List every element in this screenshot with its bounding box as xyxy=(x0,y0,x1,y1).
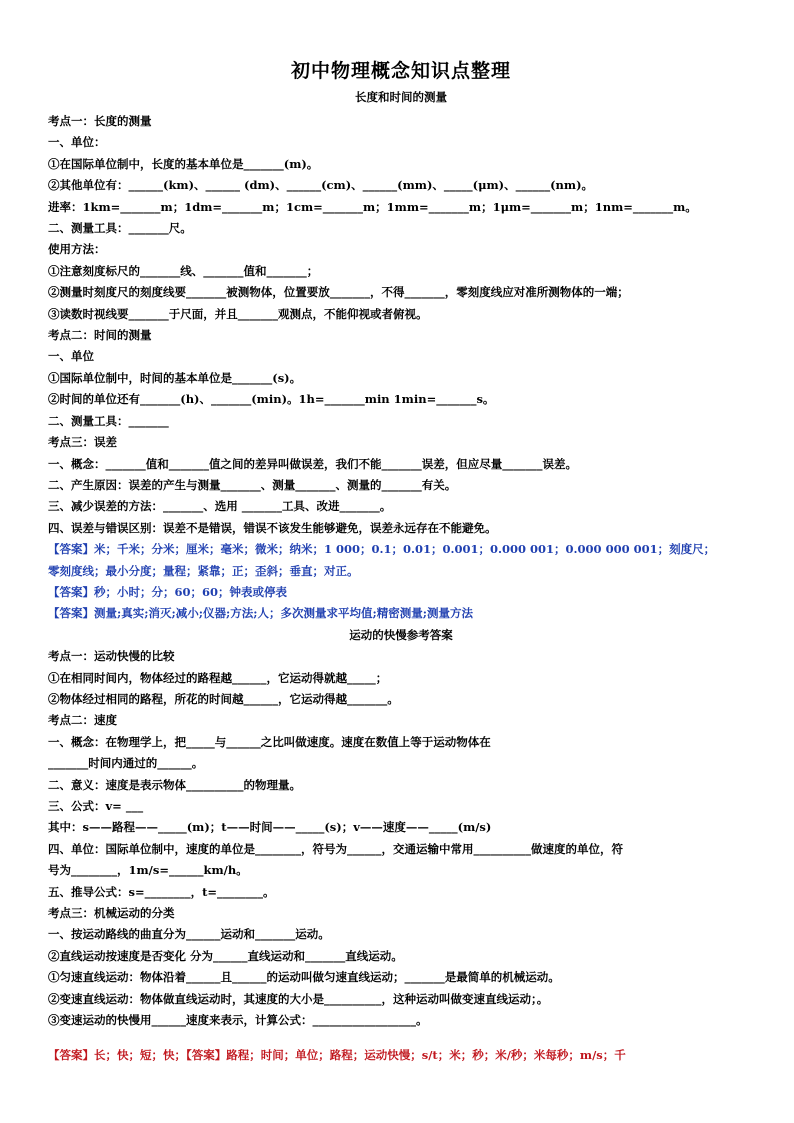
text-line-1: 一、单位： xyxy=(48,135,106,150)
text-line-motion-0: 考点一：运动快慢的比较 xyxy=(48,649,175,664)
text-line-motion-4: 一、概念：在物理学上，把_____与______之比叫做速度。速度在数值上等于运动物体在 xyxy=(48,734,491,749)
text-line-13: ②时间的单位还有_______(h)、_______(min)。1h=_______min 1min=_______s。 xyxy=(48,392,495,407)
text-line-5: 二、测量工具：_______尺。 xyxy=(48,221,192,236)
text-line-motion-10: 号为________，1m/s=______km/h。 xyxy=(48,863,248,878)
section-body-length-time xyxy=(48,111,754,539)
answer-line-2: 【答案】秒；小时；分；60；60；钟表或停表 xyxy=(48,584,288,599)
answer-line-red: 【答案】长；快；短；快；【答案】路程；时间；单位；路程；运动快慢；s/t；米；秒；米/秒；米每秒；m/s；千 xyxy=(48,1048,626,1063)
text-line-0: 考点一：长度的测量 xyxy=(48,114,152,128)
text-line-motion-14: ②直线运动按速度是否变化 分为______直线运动和_______直线运动。 xyxy=(48,948,403,963)
text-line-motion-16: ②变速直线运动：物体做直线运动时，其速度的大小是__________，这种运动叫做变速直线运动；。 xyxy=(48,991,549,1006)
text-line-motion-11: 五、推导公式：s=________，t=________。 xyxy=(48,884,275,899)
text-line-3: ②其他单位有：______(km)、______ (dm)、______(cm)、______(mm)、_____(μm)、______(nm)。 xyxy=(48,178,594,193)
text-line-17: 二、产生原因：误差的产生与测量_______、测量_______、测量的_______有关。 xyxy=(48,477,457,492)
text-line-15: 考点三：误差 xyxy=(48,435,117,450)
text-line-18: 三、减少误差的方法：_______、选用 _______工具、改进_______。 xyxy=(48,499,392,514)
text-line-motion-8: 其中：s——路程——_____(m)；t——时间——_____(s)；v——速度——_____(m/s) xyxy=(48,820,492,835)
text-line-12: ①国际单位制中，时间的基本单位是_______(s)。 xyxy=(48,370,302,385)
text-line-motion-13: 一、按运动路线的曲直分为______运动和_______运动。 xyxy=(48,927,330,942)
text-line-11: 一、单位 xyxy=(48,349,94,364)
text-line-2: ①在国际单位制中，长度的基本单位是_______(m)。 xyxy=(48,156,319,171)
text-line-motion-1: ①在相同时间内，物体经过的路程越______，它运动得就越_____； xyxy=(48,670,388,685)
text-line-motion-3: 考点二：速度 xyxy=(48,713,117,728)
text-line-9: ③读数时视线要_______于尺面，并且_______观测点，不能仰视或者俯视。 xyxy=(48,306,428,321)
text-line-14: 二、测量工具：_______ xyxy=(48,413,169,428)
text-line-8: ②测量时刻度尺的刻度线要_______被测物体，位置要放_______，不得_______，零刻度线应对准所测物体的一端； xyxy=(48,285,629,300)
text-line-motion-7: 三、公式：v= ___ xyxy=(48,799,144,813)
text-line-motion-2: ②物体经过相同的路程，所花的时间越______，它运动得越_______。 xyxy=(48,691,399,706)
answer-line-1: 零刻度线；最小分度；量程；紧靠；正；歪斜；垂直；对正。 xyxy=(48,563,359,578)
text-line-10: 考点二：时间的测量 xyxy=(48,328,152,343)
text-line-4: 进率：1km=_______m；1dm=_______m；1cm=_______m；1mm=_______m；1μm=_______m；1nm=_______m。 xyxy=(48,199,697,214)
text-line-7: ①注意刻度标尺的_______线、_______值和_______； xyxy=(48,263,319,278)
section-title: 长度和时间的测量 xyxy=(355,90,447,104)
text-line-motion-15: ①匀速直线运动：物体沿着______且______的运动叫做匀速直线运动；_______是最简单的机械运动。 xyxy=(48,970,560,985)
page-title: 初中物理概念知识点整理 xyxy=(290,60,511,82)
section-body-motion xyxy=(48,646,754,1031)
text-line-16: 一、概念：_______值和_______值之间的差异叫做误差，我们不能_______误差，但应尽量_______误差。 xyxy=(48,456,577,471)
text-line-19: 四、误差与错误区别：误差不是错误，错误不该发生能够避免，误差永远存在不能避免。 xyxy=(48,520,497,535)
text-line-motion-5: _______时间内通过的______。 xyxy=(48,756,204,771)
answer-line-3: 【答案】测量;真实;消灭;减小;仪器;方法;人；多次测量求平均值;精密测量;测量方法 xyxy=(48,606,473,621)
text-line-motion-17: ③变速运动的快慢用______速度来表示，计算公式：__________________。 xyxy=(48,1013,428,1028)
section2-title: 运动的快慢参考答案 xyxy=(349,627,453,642)
text-line-motion-6: 二、意义：速度是表示物体__________的物理量。 xyxy=(48,777,301,792)
text-line-motion-12: 考点三：机械运动的分类 xyxy=(48,906,175,921)
text-line-6: 使用方法： xyxy=(48,242,106,257)
answer-line-0: 【答案】米；千米；分米；厘米；毫米；微米；纳米；1 000；0.1；0.01；0.001；0.000 001；0.000 000 001；刻度尺； xyxy=(48,542,716,557)
text-line-motion-9: 四、单位：国际单位制中，速度的单位是________，符号为______，交通运输中常用__________做速度的单位，符 xyxy=(48,841,623,856)
answer-block-blue xyxy=(48,539,754,625)
